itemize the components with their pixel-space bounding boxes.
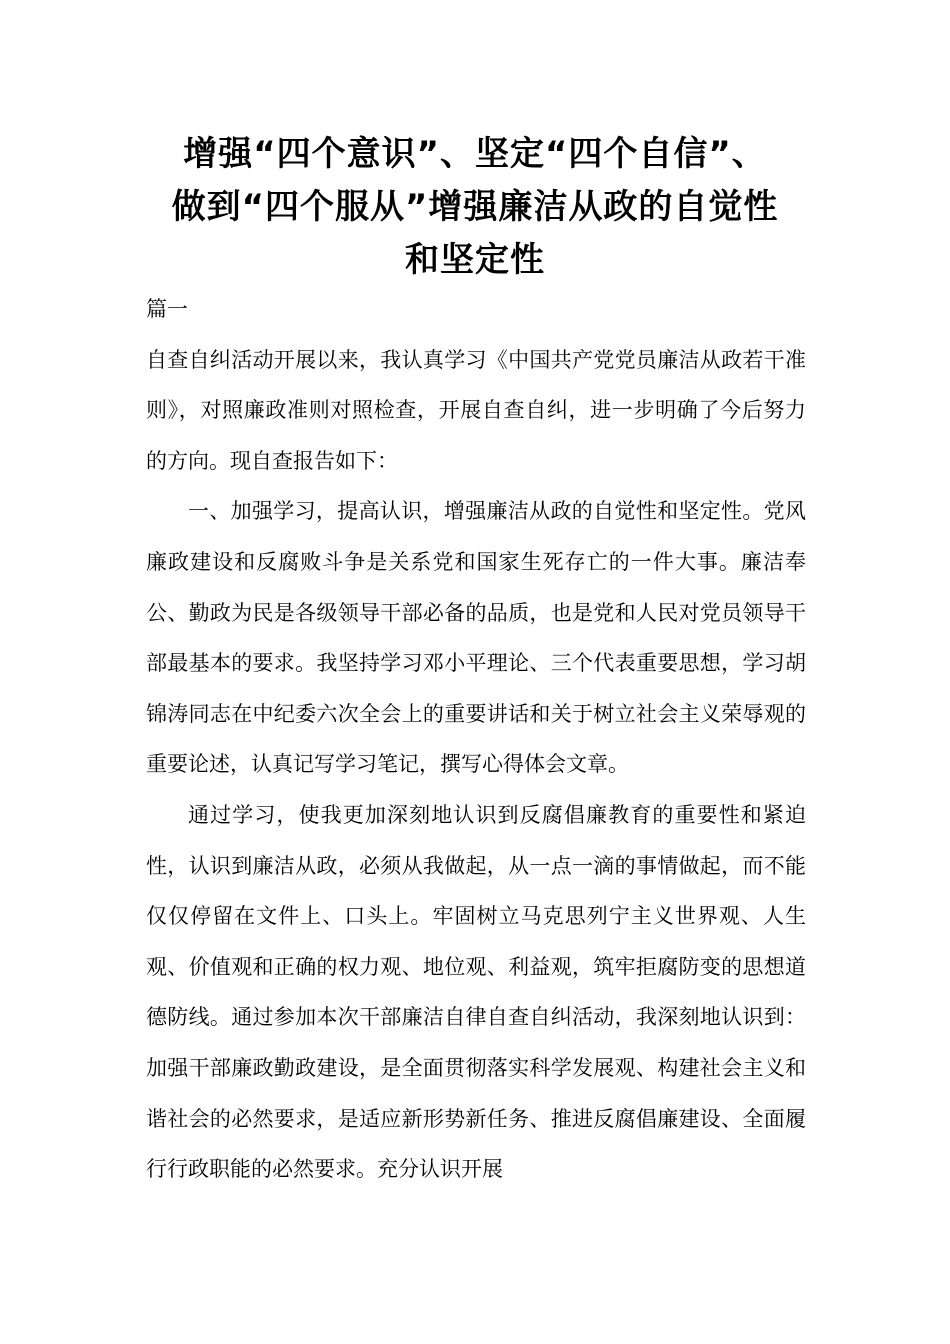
document-body — [146, 284, 806, 1195]
document-title — [120, 128, 830, 287]
title-line-1: 增强“四个意识”、坚定“四个自信”、 — [183, 134, 767, 174]
paragraph-intro: 自查自纠活动开展以来，我认真学习《中国共产党党员廉洁从政若干准则》，对照廉政准则对照检查，开展自查自纠，进一步明确了今后努力的方向。现自查报告如下： — [146, 347, 806, 473]
title-line-2: 做到“四个服从”增强廉洁从政的自觉性 — [171, 187, 779, 227]
paragraph-2: 通过学习，使我更加深刻地认识到反腐倡廉教育的重要性和紧迫性，认识到廉洁从政，必须从我做起，从一点一滴的事情做起，而不能仅仅停留在文件上、口头上。牢固树立马克思列宁主义世界观、人生观、价值观和正确的权力观、地位观、利益观，筑牢拒腐防变的思想道德防线。通过参加本次干部廉洁自律自查自纠活动，我深刻地认识到：加强干部廉政勤政建设，是全面贯彻落实科学发展观、构建社会主义和谐社会的必然要求，是适应新形势新任务、推进反腐倡廉建设、全面履行行政职能的必然要求。充分认识开展 — [146, 802, 806, 1182]
section-label: 篇一 — [146, 297, 188, 321]
title-line-3: 和坚定性 — [405, 240, 545, 280]
paragraph-1: 一、加强学习，提高认识，增强廉洁从政的自觉性和坚定性。党风廉政建设和反腐败斗争是关系党和国家生死存亡的一件大事。廉洁奉公、勤政为民是各级领导干部必备的品质，也是党和人民对党员领导干部最基本的要求。我坚持学习邓小平理论、三个代表重要思想，学习胡锦涛同志在中纪委六次全会上的重要讲话和关于树立社会主义荣辱观的重要论述，认真记写学习笔记，撰写心得体会文章。 — [146, 499, 806, 777]
